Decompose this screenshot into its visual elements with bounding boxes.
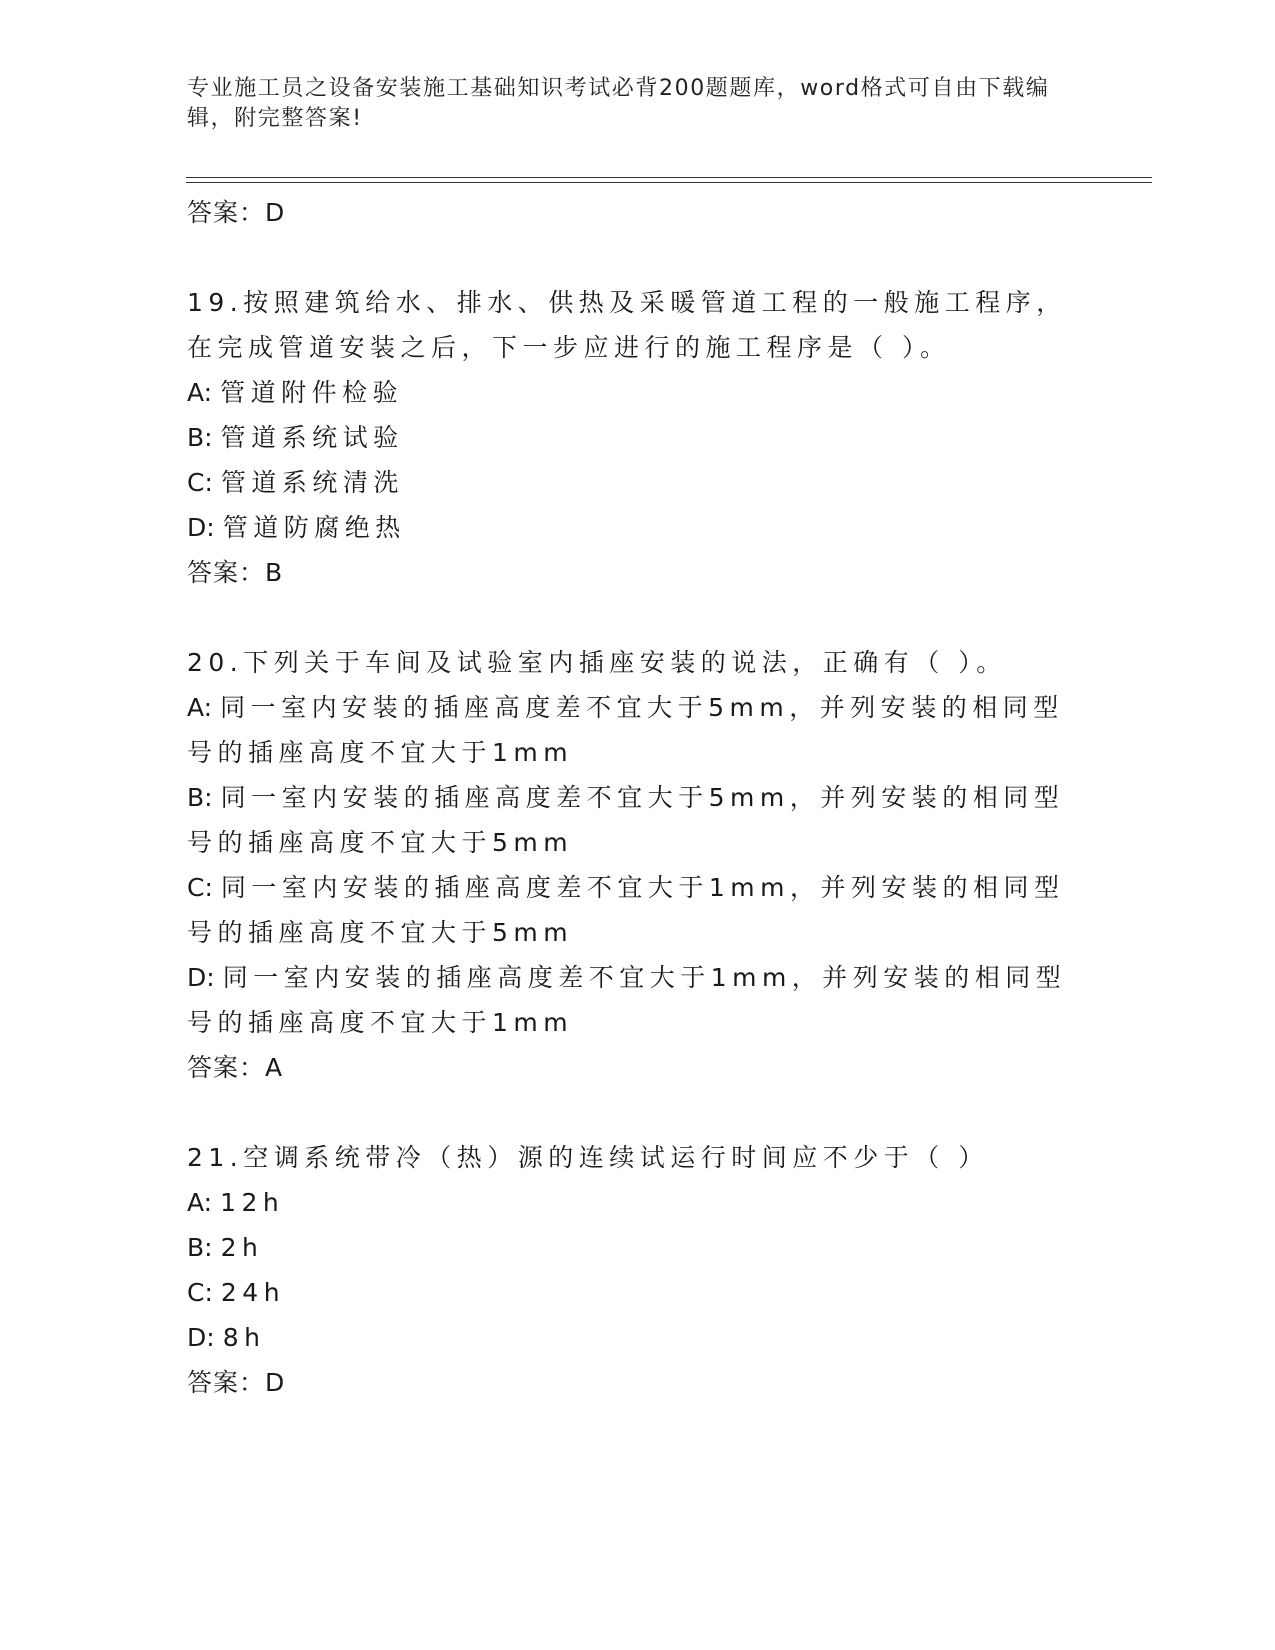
option-key: A:: [187, 693, 213, 722]
option-d: [187, 955, 1087, 1045]
option-c: [187, 1270, 1087, 1315]
question-19: [187, 280, 1087, 595]
answer-value: A: [265, 1053, 284, 1082]
option-text: 8h: [222, 1323, 266, 1352]
answer-label: 答案：: [187, 1368, 266, 1397]
question-answer: [187, 1045, 1087, 1090]
option-key: B:: [187, 783, 213, 812]
option-text: 管道系统清洗: [220, 468, 404, 497]
option-b: [187, 1225, 1087, 1270]
option-key: D:: [187, 513, 215, 542]
option-b: [187, 415, 1087, 460]
option-text: 2h: [220, 1233, 264, 1262]
header-divider-top: [186, 177, 1152, 178]
question-20: [187, 640, 1087, 1090]
option-a: [187, 1180, 1087, 1225]
option-text: 管道防腐绝热: [222, 513, 406, 542]
option-key: B:: [187, 423, 213, 452]
option-b: [187, 775, 1087, 865]
option-text: 同一室内安装的插座高度差不宜大于5mm，并列安装的相同型号的插座高度不宜大于1mm: [187, 693, 1064, 767]
question-answer: [187, 550, 1087, 595]
option-key: C:: [187, 873, 213, 902]
option-a: [187, 685, 1087, 775]
answer-label: 答案：: [187, 198, 266, 227]
question-answer: [187, 1360, 1087, 1405]
option-key: B:: [187, 1233, 213, 1262]
option-c: [187, 865, 1087, 955]
previous-answer: [187, 190, 1087, 235]
answer-value: D: [265, 1368, 286, 1397]
question-stem: 19.按照建筑给水、排水、供热及采暖管道工程的一般施工程序，在完成管道安装之后，下一步应进行的施工程序是（ ）。: [187, 288, 1067, 362]
option-d: [187, 1315, 1087, 1360]
question-stem: 20.下列关于车间及试验室内插座安装的说法，正确有（ ）。: [187, 648, 1007, 677]
option-key: A:: [187, 378, 213, 407]
option-key: D:: [187, 963, 215, 992]
answer-label: 答案：: [187, 558, 266, 587]
document-body: [187, 190, 1087, 1405]
option-d: [187, 505, 1087, 550]
option-text: 同一室内安装的插座高度差不宜大于5mm，并列安装的相同型号的插座高度不宜大于5mm: [187, 783, 1065, 857]
option-text: 同一室内安装的插座高度差不宜大于1mm，并列安装的相同型号的插座高度不宜大于5mm: [187, 873, 1065, 947]
option-key: C:: [187, 468, 213, 497]
option-a: [187, 370, 1087, 415]
option-key: D:: [187, 1323, 215, 1352]
question-stem: 21.空调系统带冷（热）源的连续试运行时间应不少于（ ）: [187, 1143, 989, 1172]
option-text: 管道附件检验: [220, 378, 404, 407]
option-key: A:: [187, 1188, 213, 1217]
answer-label: 答案：: [187, 1053, 266, 1082]
option-text: 12h: [220, 1188, 285, 1217]
option-text: 24h: [220, 1278, 286, 1307]
answer-value: B: [265, 558, 284, 587]
header-divider-bottom: [186, 182, 1152, 183]
option-c: [187, 460, 1087, 505]
page-header-title: 专业施工员之设备安装施工基础知识考试必背200题题库，word格式可自由下载编辑，附完整答案!: [187, 76, 1050, 131]
option-text: 同一室内安装的插座高度差不宜大于1mm，并列安装的相同型号的插座高度不宜大于1mm: [187, 963, 1067, 1037]
option-text: 管道系统试验: [220, 423, 404, 452]
question-21: [187, 1135, 1087, 1405]
option-key: C:: [187, 1278, 213, 1307]
answer-value: D: [265, 198, 286, 227]
